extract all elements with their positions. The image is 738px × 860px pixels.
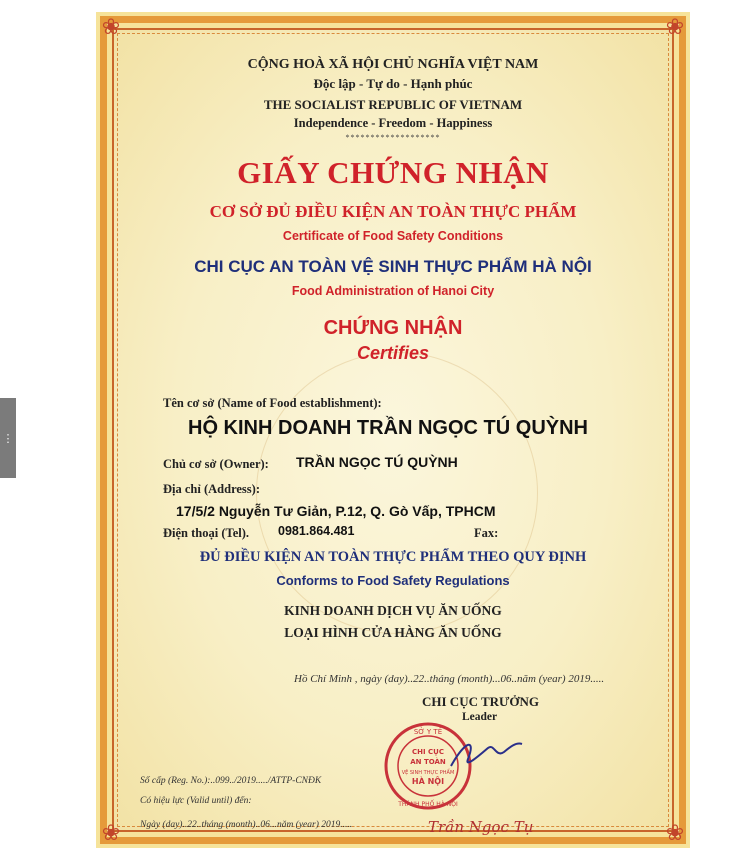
valid-until-label: Có hiệu lực (Valid until) đến:: [140, 796, 252, 806]
establishment-name-label: Tên cơ sở (Name of Food establishment):: [163, 396, 382, 410]
side-scroll-tab[interactable]: [0, 398, 16, 478]
certifies-heading: CHỨNG NHẬN: [323, 317, 463, 339]
emblem-watermark: [256, 352, 538, 634]
signature-scrawl-icon: [446, 734, 526, 774]
certificate-subtitle: CƠ SỞ ĐỦ ĐIỀU KIỆN AN TOÀN THỰC PHẨM: [209, 202, 577, 221]
leader-title: CHI CỤC TRƯỞNG: [422, 694, 540, 709]
corner-ornament-icon: ❀: [665, 820, 685, 845]
national-name-en: THE SOCIALIST REPUBLIC OF VIETNAM: [263, 97, 523, 112]
conformity-statement-en: Conforms to Food Safety Regulations: [276, 573, 510, 588]
stamp-line-1: CHI CỤC: [412, 748, 444, 756]
issuer-name-en: Food Administration of Hanoi City: [291, 284, 495, 298]
leader-signature-name: Trần Ngọc Tụ: [428, 818, 534, 836]
establishment-name: HỘ KINH DOANH TRẦN NGỌC TÚ QUỲNH: [188, 417, 588, 439]
conformity-statement: ĐỦ ĐIỀU KIỆN AN TOÀN THỰC PHẨM THEO QUY ĐỊNH: [199, 549, 587, 565]
certifies-heading-en: Certifies: [356, 343, 430, 363]
address-value: 17/5/2 Nguyễn Tư Giản, P.12, Q. Gò Vấp, TPHCM: [176, 503, 496, 519]
certificate-title: GIẤY CHỨNG NHẬN: [237, 155, 549, 190]
valid-until-date: Ngày (day)..22..tháng (month)..06...năm (year) 2019.....: [140, 820, 353, 830]
leader-title-en: Leader: [462, 711, 498, 723]
motto-vi: Độc lập - Tự do - Hạnh phúc: [313, 76, 473, 91]
corner-ornament-icon: ❀: [101, 14, 121, 39]
stamp-line-3: VỆ SINH THỰC PHẨM: [401, 770, 455, 776]
stamp-outer-bottom-text: THÀNH PHỐ HÀ NỘI: [398, 801, 458, 808]
corner-ornament-icon: ❀: [665, 14, 685, 39]
stars-divider: *******************: [345, 133, 441, 142]
stamp-line-4: HÀ NỘI: [411, 777, 445, 786]
national-name-vi: CỘNG HOÀ XÃ HỘI CHỦ NGHĨA VIỆT NAM: [247, 57, 539, 72]
registration-number: Số cấp (Reg. No.):..099../2019...../ATTP-CNĐK: [140, 776, 322, 786]
business-type-1: KINH DOANH DỊCH VỤ ĂN UỐNG: [284, 603, 502, 618]
phone-label: Điện thoại (Tel).: [163, 526, 249, 540]
stamp-line-2: AN TOÀN: [410, 758, 446, 766]
address-label: Địa chỉ (Address):: [163, 482, 260, 496]
business-type-2: LOẠI HÌNH CỬA HÀNG ĂN UỐNG: [284, 625, 502, 640]
fax-label: Fax:: [474, 526, 499, 540]
issue-date-line: Hồ Chí Minh , ngày (day)..22..tháng (month)...06..năm (year) 2019.....: [294, 673, 605, 685]
owner-name: TRẦN NGỌC TÚ QUỲNH: [296, 454, 458, 470]
owner-label: Chủ cơ sở (Owner):: [163, 457, 269, 471]
certificate-subtitle-en: Certificate of Food Safety Conditions: [282, 229, 504, 243]
issuer-name: CHI CỤC AN TOÀN VỆ SINH THỰC PHẨM HÀ NỘI: [194, 257, 592, 276]
corner-ornament-icon: ❀: [101, 820, 121, 845]
motto-en: Independence - Freedom - Happiness: [293, 116, 493, 130]
certificate: [96, 12, 690, 848]
chevron-pair-icon: ⋮: [2, 431, 14, 445]
phone-value: 0981.864.481: [278, 524, 355, 538]
stamp-outer-top-text: SỞ Y TẾ: [413, 728, 443, 736]
